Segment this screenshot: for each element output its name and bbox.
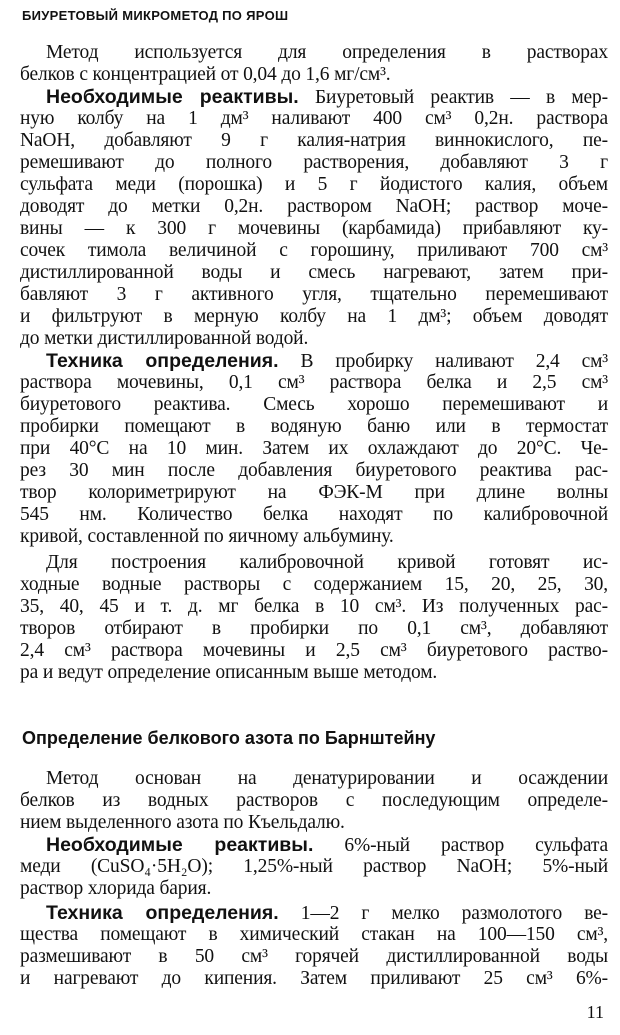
text-line: ную колбу на 1 дм³ наливают 400 см³ 0,2н. раствора: [20, 108, 608, 129]
text-line: творов отбирают в пробирки по 0,1 см³, добавляют: [20, 618, 608, 639]
text-line: рез 30 мин после добавления биуретового реактива рас-: [20, 460, 608, 481]
text-line: твор колориметрируют на ФЭК-М при длине волны: [20, 482, 608, 503]
text-line: нием выделенного азота по Къельдалю.: [20, 812, 345, 833]
text-line: при 40°С на 10 мин. Затем их охлаждают до 20°С. Че-: [20, 438, 608, 459]
text-line: Для построения калибровочной кривой готовят ис-: [46, 552, 608, 573]
paragraph-label: Техника определения.: [46, 350, 279, 372]
section-title: Определение белкового азота по Барнштейну: [22, 728, 436, 748]
text-line: 2,4 см³ раствора мочевины и 2,5 см³ биуретового раство-: [20, 640, 608, 661]
text-line: биуретового реактива. Смесь хорошо перемешивают и: [20, 394, 608, 415]
text-line: ремешивают до полного растворения, добавляют 3 г: [20, 152, 608, 173]
text-line: Необходимые реактивы. 6%-ный раствор сульфата: [46, 834, 608, 856]
text-line: NaOH, добавляют 9 г калия-натрия виннокислого, пе-: [20, 130, 608, 151]
text-line: меди (CuSO₄·5H₂O); 1,25%-ный раствор NaOH; 5%-ный: [20, 856, 608, 877]
text-line: ходные водные растворы с содержанием 15, 20, 25, 30,: [20, 574, 608, 595]
text-line: раствора мочевины, 0,1 см³ раствора белка и 2,5 см³: [20, 372, 608, 393]
text-line: Метод основан на денатурировании и осаждении: [46, 768, 608, 789]
text-line: Необходимые реактивы. Биуретовый реактив — в мер-: [46, 86, 608, 108]
page-number: 11: [586, 1002, 604, 1022]
text-line: до метки дистиллированной водой.: [20, 328, 309, 349]
text-line: ра и ведут определение описанным выше методом.: [20, 662, 438, 683]
text-line: сочек тимола величиной с горошину, приливают 700 см³: [20, 240, 608, 261]
text-line: 545 нм. Количество белка находят по калибровочной: [20, 504, 608, 525]
text-line: доводят до метки 0,2н. раствором NaOH; раствор моче-: [20, 196, 608, 217]
text-line: Техника определения. 1—2 г мелко размолотого ве-: [46, 902, 608, 924]
text-line: бавляют 3 г активного угля, тщательно перемешивают: [20, 284, 608, 305]
text-line: белков из водных растворов с последующим определе-: [20, 790, 608, 811]
text-line: Техника определения. В пробирку наливают 2,4 см³: [46, 350, 608, 372]
text-line: кривой, составленной по яичному альбумину.: [20, 526, 394, 547]
text-line: 35, 40, 45 и т. д. мг белка в 10 см³. Из полученных рас-: [20, 596, 608, 617]
text-line: размешивают в 50 см³ горячей дистиллированной воды: [20, 946, 608, 967]
paragraph-label: Техника определения.: [46, 902, 279, 924]
text-line: пробирки помещают в водяную баню или в термостат: [20, 416, 608, 437]
running-header: БИУРЕТОВЫЙ МИКРОМЕТОД ПО ЯРОШ: [22, 8, 289, 23]
paragraph-label: Необходимые реактивы.: [46, 834, 314, 856]
text-line: и нагревают до кипения. Затем приливают 25 см³ 6%-: [20, 968, 608, 989]
text-line: сульфата меди (порошка) и 5 г йодистого калия, объем: [20, 174, 608, 195]
text-line: дистиллированной воды и смесь нагревают, затем при-: [20, 262, 608, 283]
paragraph-label: Необходимые реактивы.: [46, 86, 299, 108]
text-line: Метод используется для определения в растворах: [46, 42, 608, 63]
text-line: и фильтруют в мерную колбу на 1 дм³; объем доводят: [20, 306, 608, 327]
text-line: щества помещают в химический стакан на 100—150 см³,: [20, 924, 608, 945]
text-line: вины — к 300 г мочевины (карбамида) прибавляют ку-: [20, 218, 608, 239]
text-line: раствор хлорида бария.: [20, 878, 212, 899]
text-line: белков с концентрацией от 0,04 до 1,6 мг/см³.: [20, 64, 391, 85]
